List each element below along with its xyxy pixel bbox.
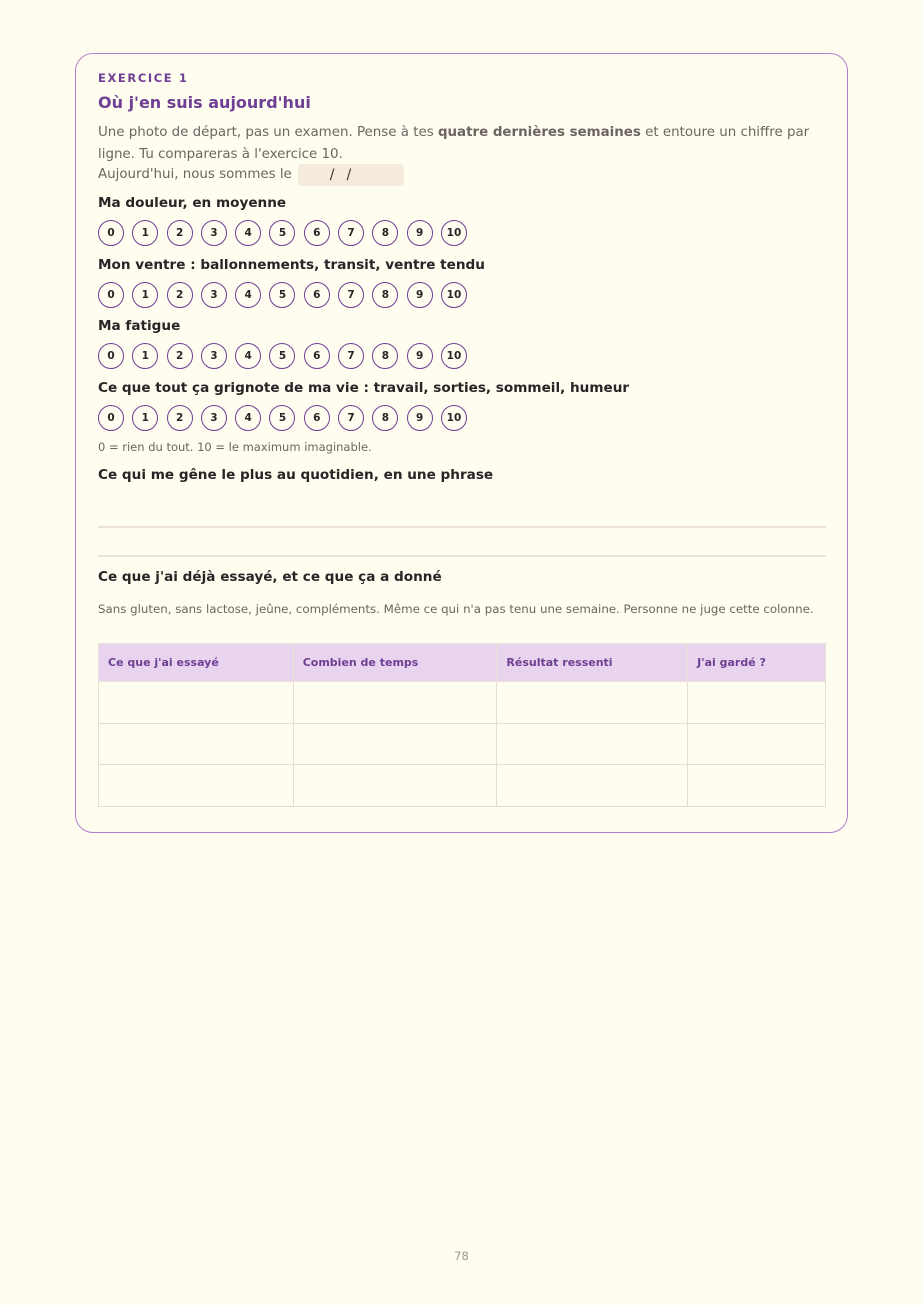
table-cell[interactable]: [293, 723, 497, 765]
scale-option-1[interactable]: 1: [132, 220, 158, 246]
table-cell[interactable]: [293, 765, 497, 807]
scale-option-7[interactable]: 7: [338, 405, 364, 431]
table-cell[interactable]: [688, 723, 826, 765]
table-cell[interactable]: [688, 682, 826, 724]
scale-option-9[interactable]: 9: [407, 343, 433, 369]
scale-option-2[interactable]: 2: [167, 343, 193, 369]
scale-option-4[interactable]: 4: [235, 343, 261, 369]
table-cell[interactable]: [99, 723, 294, 765]
col-header-duration: Combien de temps: [293, 644, 497, 682]
tried-title: Ce que j'ai déjà essayé, et ce que ça a donné: [98, 569, 442, 585]
scale-label-fatigue: Ma fatigue: [98, 318, 181, 334]
scale-label-belly: Mon ventre : ballonnements, transit, ventre tendu: [98, 257, 485, 273]
col-header-result: Résultat ressenti: [497, 644, 688, 682]
scale-option-6[interactable]: 6: [304, 343, 330, 369]
scale-option-0[interactable]: 0: [98, 220, 124, 246]
scale-option-6[interactable]: 6: [304, 282, 330, 308]
exercise-intro: [98, 122, 810, 165]
scale-option-8[interactable]: 8: [372, 220, 398, 246]
date-line: [98, 164, 404, 186]
table-cell[interactable]: [497, 765, 688, 807]
col-header-tried: Ce que j'ai essayé: [99, 644, 294, 682]
scale-option-6[interactable]: 6: [304, 220, 330, 246]
scale-option-7[interactable]: 7: [338, 343, 364, 369]
table-cell[interactable]: [497, 723, 688, 765]
scale-option-2[interactable]: 2: [167, 220, 193, 246]
scale-option-3[interactable]: 3: [201, 220, 227, 246]
scale-option-4[interactable]: 4: [235, 282, 261, 308]
table-cell[interactable]: [99, 682, 294, 724]
scale-option-8[interactable]: 8: [372, 343, 398, 369]
col-header-kept: J'ai gardé ?: [688, 644, 826, 682]
intro-text-1: Une photo de départ, pas un examen. Pense à tes: [98, 125, 438, 140]
scale-option-10[interactable]: 10: [441, 282, 467, 308]
answer-line-1[interactable]: [98, 526, 826, 528]
scale-label-pain: Ma douleur, en moyenne: [98, 195, 287, 211]
daily-question: Ce qui me gêne le plus au quotidien, en une phrase: [98, 467, 494, 483]
scale-option-1[interactable]: 1: [132, 405, 158, 431]
scale-option-5[interactable]: 5: [269, 343, 295, 369]
scale-option-9[interactable]: 9: [407, 220, 433, 246]
scale-option-1[interactable]: 1: [132, 282, 158, 308]
scale-option-0[interactable]: 0: [98, 282, 124, 308]
scale-option-1[interactable]: 1: [132, 343, 158, 369]
scale-label-life-impact: Ce que tout ça grignote de ma vie : travail, sorties, sommeil, humeur: [98, 380, 630, 396]
exercise-eyebrow: EXERCICE 1: [98, 71, 189, 85]
date-field[interactable]: //: [298, 164, 404, 186]
table-cell[interactable]: [497, 682, 688, 724]
tried-subtitle: Sans gluten, sans lactose, jeûne, compléments. Même ce qui n'a pas tenu une semaine. Personne ne juge cette colonne.: [98, 602, 814, 616]
page-number: 78: [454, 1249, 469, 1263]
intro-text-2: et entoure un chiffre par ligne. Tu compareras à l'exercice 10.: [98, 125, 810, 162]
scale-life-impact: [98, 405, 467, 431]
table-cell[interactable]: [293, 682, 497, 724]
scale-option-9[interactable]: 9: [407, 405, 433, 431]
tried-table: [98, 643, 826, 807]
scale-option-10[interactable]: 10: [441, 343, 467, 369]
table-cell[interactable]: [99, 765, 294, 807]
date-label: Aujourd'hui, nous sommes le: [98, 167, 292, 182]
scale-belly: [98, 282, 467, 308]
scale-option-5[interactable]: 5: [269, 220, 295, 246]
intro-bold: quatre dernières semaines: [437, 125, 641, 140]
scale-option-5[interactable]: 5: [269, 405, 295, 431]
scale-option-3[interactable]: 3: [201, 282, 227, 308]
scale-option-0[interactable]: 0: [98, 343, 124, 369]
scale-legend: 0 = rien du tout. 10 = le maximum imaginable.: [98, 440, 372, 454]
table-row: [99, 765, 826, 807]
scale-option-3[interactable]: 3: [201, 343, 227, 369]
exercise-title: Où j'en suis aujourd'hui: [98, 93, 311, 112]
scale-option-9[interactable]: 9: [407, 282, 433, 308]
exercise-card: [75, 53, 848, 833]
scale-option-0[interactable]: 0: [98, 405, 124, 431]
table-row: [99, 723, 826, 765]
table-row: [99, 682, 826, 724]
scale-option-10[interactable]: 10: [441, 405, 467, 431]
scale-option-2[interactable]: 2: [167, 405, 193, 431]
scale-option-4[interactable]: 4: [235, 405, 261, 431]
scale-option-8[interactable]: 8: [372, 405, 398, 431]
scale-option-2[interactable]: 2: [167, 282, 193, 308]
scale-option-3[interactable]: 3: [201, 405, 227, 431]
scale-option-7[interactable]: 7: [338, 282, 364, 308]
scale-pain: [98, 220, 467, 246]
scale-fatigue: [98, 343, 467, 369]
scale-option-10[interactable]: 10: [441, 220, 467, 246]
scale-option-8[interactable]: 8: [372, 282, 398, 308]
table-header-row: [99, 644, 826, 682]
scale-option-6[interactable]: 6: [304, 405, 330, 431]
scale-option-5[interactable]: 5: [269, 282, 295, 308]
answer-line-2[interactable]: [98, 555, 826, 557]
scale-option-7[interactable]: 7: [338, 220, 364, 246]
scale-option-4[interactable]: 4: [235, 220, 261, 246]
table-cell[interactable]: [688, 765, 826, 807]
